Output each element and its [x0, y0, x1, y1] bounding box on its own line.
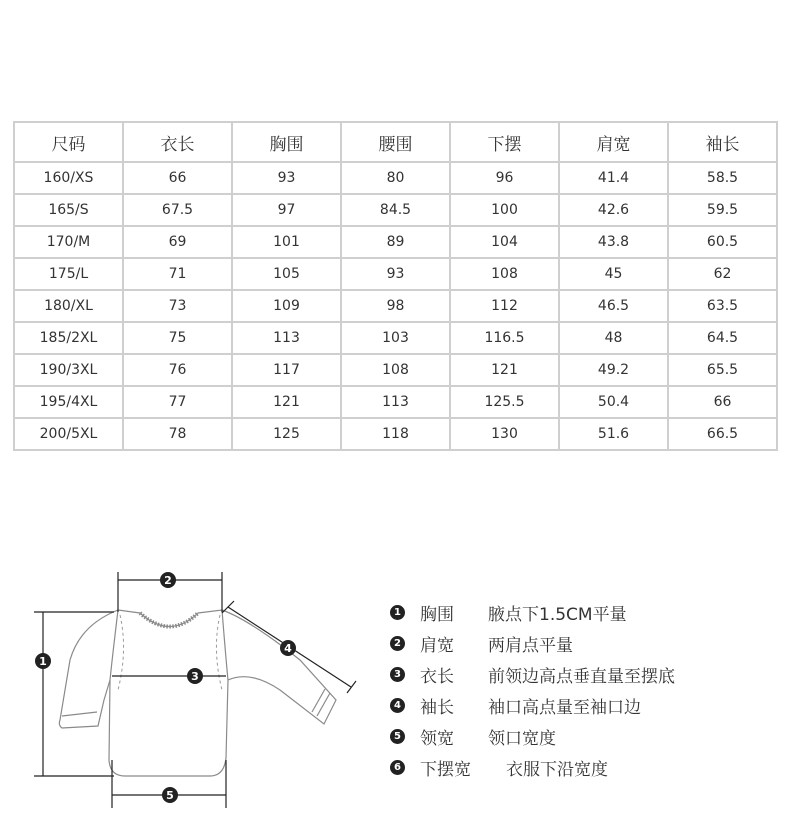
legend-number: 4 — [390, 698, 405, 713]
table-cell: 46.5 — [559, 290, 668, 322]
table-cell: 121 — [450, 354, 559, 386]
table-cell: 170/M — [14, 226, 123, 258]
legend-number: 5 — [390, 729, 405, 744]
legend-description: 前领边高点垂直量至摆底 — [488, 666, 675, 687]
header-cell: 袖长 — [668, 122, 777, 162]
legend-number: 6 — [390, 760, 405, 775]
legend-name: 肩宽 — [420, 635, 454, 656]
table-row — [14, 290, 777, 322]
legend-item — [390, 693, 641, 718]
table-cell: 103 — [341, 322, 450, 354]
table-cell: 121 — [232, 386, 341, 418]
svg-text:5: 5 — [166, 789, 174, 802]
legend-description: 两肩点平量 — [488, 635, 573, 656]
legend-number: 3 — [390, 667, 405, 682]
table-cell: 66.5 — [668, 418, 777, 450]
table-cell: 77 — [123, 386, 232, 418]
legend-number: 2 — [390, 636, 405, 651]
table-cell: 180/XL — [14, 290, 123, 322]
table-cell: 50.4 — [559, 386, 668, 418]
table-cell: 62 — [668, 258, 777, 290]
header-cell: 肩宽 — [559, 122, 668, 162]
svg-text:1: 1 — [39, 655, 47, 668]
table-cell: 67.5 — [123, 194, 232, 226]
table-cell: 78 — [123, 418, 232, 450]
table-cell: 160/XS — [14, 162, 123, 194]
table-row — [14, 258, 777, 290]
table-row — [14, 386, 777, 418]
legend-name: 下摆宽 — [420, 759, 471, 780]
svg-text:3: 3 — [191, 670, 199, 683]
table-cell: 113 — [232, 322, 341, 354]
legend-item — [390, 631, 573, 656]
table-cell: 200/5XL — [14, 418, 123, 450]
table-row — [14, 418, 777, 450]
svg-text:4: 4 — [284, 642, 292, 655]
table-cell: 71 — [123, 258, 232, 290]
table-cell: 118 — [341, 418, 450, 450]
table-cell: 113 — [341, 386, 450, 418]
legend-item — [390, 755, 608, 780]
table-cell: 104 — [450, 226, 559, 258]
header-cell: 腰围 — [341, 122, 450, 162]
table-cell: 48 — [559, 322, 668, 354]
table-cell: 117 — [232, 354, 341, 386]
table-row — [14, 226, 777, 258]
table-cell: 65.5 — [668, 354, 777, 386]
table-cell: 66 — [123, 162, 232, 194]
table-cell: 69 — [123, 226, 232, 258]
legend-description: 袖口高点量至袖口边 — [488, 697, 641, 718]
table-cell: 165/S — [14, 194, 123, 226]
marker-3 — [187, 668, 203, 684]
legend-name: 衣长 — [420, 666, 454, 687]
table-cell: 190/3XL — [14, 354, 123, 386]
table-cell: 63.5 — [668, 290, 777, 322]
size-chart-table — [13, 121, 778, 451]
table-cell: 66 — [668, 386, 777, 418]
table-cell: 185/2XL — [14, 322, 123, 354]
table-cell: 93 — [341, 258, 450, 290]
table-cell: 45 — [559, 258, 668, 290]
legend-item — [390, 600, 627, 625]
table-cell: 195/4XL — [14, 386, 123, 418]
legend-item — [390, 724, 556, 749]
table-cell: 76 — [123, 354, 232, 386]
sweater-measurement-diagram — [0, 560, 370, 820]
table-cell: 75 — [123, 322, 232, 354]
header-cell: 下摆 — [450, 122, 559, 162]
table-cell: 43.8 — [559, 226, 668, 258]
legend-description: 领口宽度 — [488, 728, 556, 749]
table-cell: 59.5 — [668, 194, 777, 226]
table-cell: 100 — [450, 194, 559, 226]
legend-name: 胸围 — [420, 604, 454, 625]
table-cell: 51.6 — [559, 418, 668, 450]
table-cell: 97 — [232, 194, 341, 226]
table-cell: 93 — [232, 162, 341, 194]
table-cell: 58.5 — [668, 162, 777, 194]
table-cell: 89 — [341, 226, 450, 258]
marker-4 — [280, 640, 296, 656]
legend-item — [390, 662, 675, 687]
table-cell: 125.5 — [450, 386, 559, 418]
svg-text:2: 2 — [164, 574, 172, 587]
table-cell: 101 — [232, 226, 341, 258]
table-cell: 42.6 — [559, 194, 668, 226]
table-cell: 112 — [450, 290, 559, 322]
header-cell: 胸围 — [232, 122, 341, 162]
table-cell: 98 — [341, 290, 450, 322]
table-cell: 108 — [341, 354, 450, 386]
legend-description: 衣服下沿宽度 — [506, 759, 608, 780]
table-cell: 64.5 — [668, 322, 777, 354]
table-cell: 116.5 — [450, 322, 559, 354]
table-row — [14, 162, 777, 194]
header-cell: 衣长 — [123, 122, 232, 162]
table-body — [14, 162, 777, 450]
marker-5 — [162, 787, 178, 803]
table-cell: 41.4 — [559, 162, 668, 194]
table-cell: 109 — [232, 290, 341, 322]
table-row — [14, 322, 777, 354]
table-cell: 125 — [232, 418, 341, 450]
table-cell: 108 — [450, 258, 559, 290]
table-cell: 105 — [232, 258, 341, 290]
table-cell: 130 — [450, 418, 559, 450]
marker-2 — [160, 572, 176, 588]
table-row — [14, 194, 777, 226]
legend-number: 1 — [390, 605, 405, 620]
marker-1 — [35, 653, 51, 669]
table-cell: 80 — [341, 162, 450, 194]
table-cell: 60.5 — [668, 226, 777, 258]
legend-name: 袖长 — [420, 697, 454, 718]
legend-name: 领宽 — [420, 728, 454, 749]
legend-description: 腋点下1.5CM平量 — [488, 604, 627, 625]
table-cell: 175/L — [14, 258, 123, 290]
table-cell: 73 — [123, 290, 232, 322]
table-cell: 96 — [450, 162, 559, 194]
table-row — [14, 354, 777, 386]
table-cell: 49.2 — [559, 354, 668, 386]
header-cell: 尺码 — [14, 122, 123, 162]
table-header-row — [14, 122, 777, 162]
table-cell: 84.5 — [341, 194, 450, 226]
